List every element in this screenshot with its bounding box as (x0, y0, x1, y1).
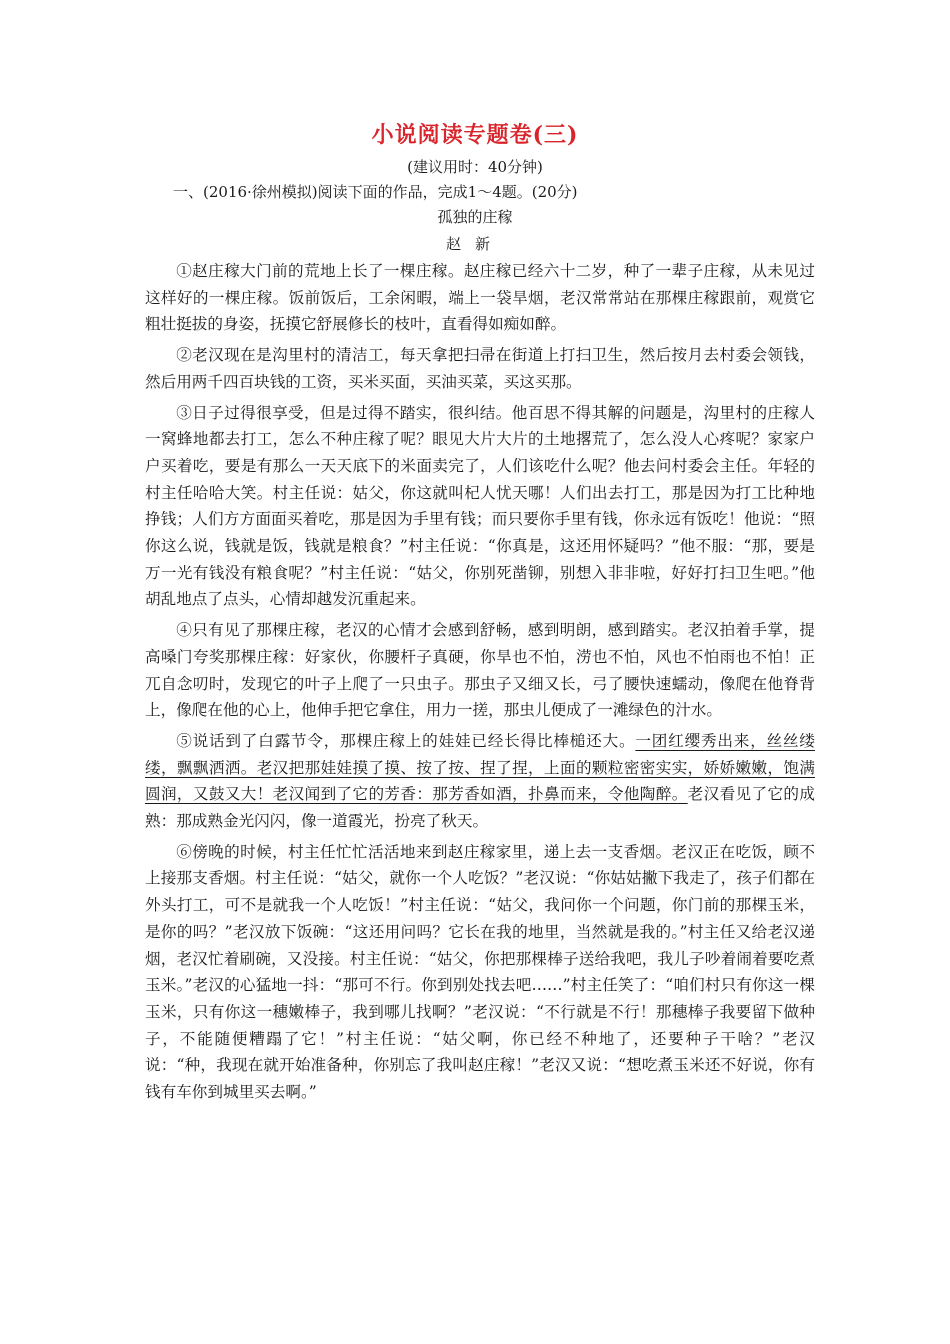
paragraph-2: ②老汉现在是沟里村的清洁工，每天拿把扫帚在街道上打扫卫生，然后按月去村委会领钱，然后用两千四百块钱的工资，买米买面，买油买菜，买这买那。 (145, 346, 815, 391)
page-title: 小说阅读专题卷(三) (371, 122, 579, 148)
paragraph-4: ④只有见了那棵庄稼，老汉的心情才会感到舒畅，感到明朗，感到踏实。老汉拍着手掌，提高嗓门夸奖那棵庄稼：好家伙，你腰杆子真硬，你旱也不怕，涝也不怕，风也不怕雨也不怕！正兀自念叨时，发现它的叶子上爬了一只虫子。那虫子又细又长，弓了腰快速蠕动，像爬在他脊背上，像爬在他的心上，他伸手把它拿住，用力一搓，那虫儿便成了一滩绿色的汁水。 (145, 621, 815, 720)
paragraph-3: ③日子过得很享受，但是过得不踏实，很纠结。他百思不得其解的问题是，沟里村的庄稼人一窝蜂地都去打工，怎么不种庄稼了呢？眼见大片大片的土地撂荒了，怎么没人心疼呢？家家户户买着吃，要是有那么一天天底下的米面卖完了，人们该吃什么呢？他去问村委会主任。年轻的村主任哈哈大笑。村主任说：姑父，你这就叫杞人忧天哪！人们出去打工，那是因为打工比种地挣钱；人们方方面面买着吃，那是因为手里有钱；而只要你手里有钱，你永远有饭吃！他说：“照你这么说，钱就是饭，钱就是粮食？”村主任说：“你真是，这还用怀疑吗？”他不服：“那，要是万一光有钱没有粮食呢？”村主任说：“姑父，你别死凿铆，别想入非非啦，好好打扫卫生吧。”他胡乱地点了点头，心情却越发沉重起来。 (145, 403, 815, 609)
story-body (145, 258, 815, 1110)
time-hint: (建议用时：40分钟) (407, 158, 543, 176)
paragraph-1: ①赵庄稼大门前的荒地上长了一棵庄稼。赵庄稼已经六十二岁，种了一辈子庄稼，从未见过这样好的一棵庄稼。饭前饭后，工余闲暇，端上一袋旱烟，老汉常常站在那棵庄稼跟前，观赏它粗壮挺拔的身姿，抚摸它舒展修长的枝叶，直看得如痴如醉。 (145, 262, 815, 334)
paragraph-5 (145, 728, 815, 835)
story-title: 孤独的庄稼 (437, 208, 513, 226)
paragraph-6: ⑥傍晚的时候，村主任忙忙活活地来到赵庄稼家里，递上去一支香烟。老汉正在吃饭，顾不上接那支香烟。村主任说：“姑父，就你一个人吃饭？”老汉说：“你姑姑撇下我走了，孩子们都在外头打工，可不是就我一个人吃饭！”村主任说：“姑父，我问你一个问题，你门前的那棵玉米，是你的吗？”老汉放下饭碗：“这还用问吗？它长在我的地里，当然就是我的。”村主任又给老汉递烟，老汉忙着刷碗，又没接。村主任说：“姑父，你把那棵棒子送给我吧，我儿子吵着闹着要吃煮玉米。”老汉的心猛地一抖：“那可不行。你到别处找去吧……”村主任笑了：“咱们村只有你这一棵玉米，只有你这一穗嫩棒子，我到哪儿找啊？”老汉说：“不行就是不行！那穗棒子我要留下做种子，不能随便糟蹋了它！”村主任说：“姑父啊，你已经不种地了，还要种子干啥？”老汉说：“种，我现在就开始准备种，你别忘了我叫赵庄稼！”老汉又说：“想吃煮玉米还不好说，你有钱有车你到城里买去啊。” (145, 842, 815, 1102)
question-heading: 一、(2016·徐州模拟)阅读下面的作品，完成1～4题。(20分) (173, 183, 578, 201)
story-author: 赵新 (445, 235, 504, 253)
paragraph-5-underlined: 一团红缨秀出来，丝丝缕缕，飘飘洒洒。老汉把那娃娃摸了摸、按了按、捏了捏，上面的颗粒密密实实，娇娇嫩嫩，饱满圆润，又鼓又大！老汉闻到了它的芳香：那芳香如酒，扑鼻而来，令他陶醉。 (145, 731, 815, 804)
paragraph-5-outro: 老汉看见了它的成熟：那成熟金光闪闪，像一道霞光，扮亮了秋天。 (145, 785, 815, 831)
paragraph-5-intro: ⑤说话到了白露节令，那棵庄稼上的娃娃已经长得比棒槌还大。 (176, 731, 636, 750)
